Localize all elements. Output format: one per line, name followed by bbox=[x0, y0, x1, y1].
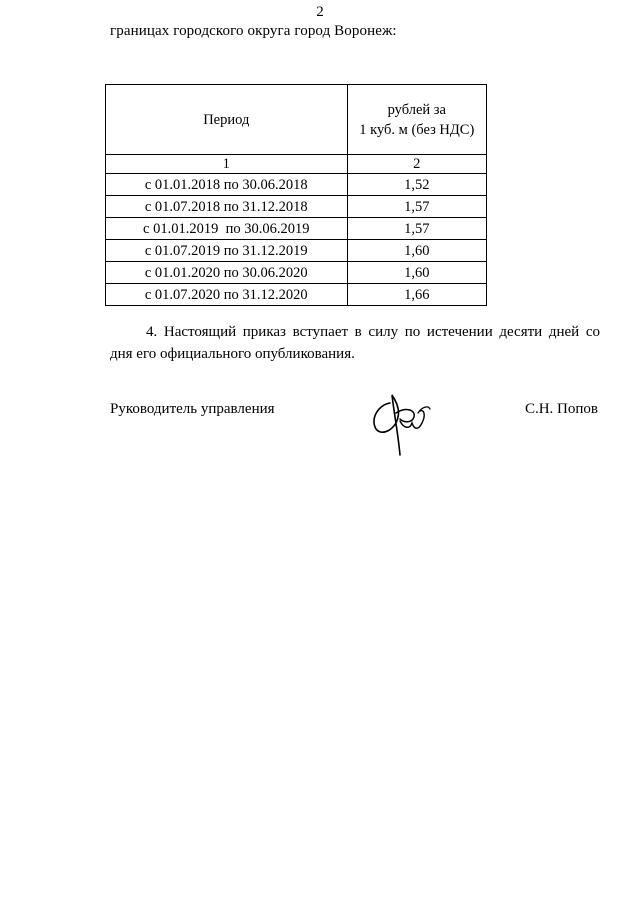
table-row bbox=[106, 218, 487, 240]
period-cell: с 01.01.2018 по 30.06.2018 bbox=[106, 174, 348, 196]
effective-date-paragraph bbox=[110, 321, 600, 365]
signature-block bbox=[110, 401, 600, 471]
table-row bbox=[106, 284, 487, 306]
table-row bbox=[106, 174, 487, 196]
period-cell: с 01.01.2020 по 30.06.2020 bbox=[106, 262, 348, 284]
tariff-table bbox=[105, 84, 487, 306]
paragraph-line-1: 4. Настоящий приказ вступает в силу по истечении десяти дней со bbox=[146, 324, 600, 340]
price-header-line-2: 1 куб. м (без НДС) bbox=[359, 121, 475, 138]
table-row bbox=[106, 196, 487, 218]
period-cell: с 01.07.2019 по 31.12.2019 bbox=[106, 240, 348, 262]
signer-name: С.Н. Попов bbox=[524, 401, 598, 417]
period-cell: с 01.07.2018 по 31.12.2018 bbox=[106, 196, 348, 218]
price-cell: 1,60 bbox=[347, 240, 486, 262]
price-cell: 1,60 bbox=[347, 262, 486, 284]
table-row bbox=[106, 240, 487, 262]
period-column-header: Период bbox=[106, 85, 348, 155]
price-header-line-1: рублей за bbox=[387, 101, 446, 118]
handwritten-signature-icon bbox=[360, 383, 440, 463]
column-number-row bbox=[106, 155, 487, 174]
table-row bbox=[106, 262, 487, 284]
intro-text: границах городского округа город Воронеж: bbox=[110, 23, 397, 39]
price-column-header bbox=[347, 85, 486, 155]
period-cell: с 01.01.2019 по 30.06.2019 bbox=[106, 218, 348, 240]
paragraph-line-2: дня его официального опубликования. bbox=[110, 346, 355, 362]
period-cell: с 01.07.2020 по 31.12.2020 bbox=[106, 284, 348, 306]
signer-title: Руководитель управления bbox=[110, 401, 275, 417]
column-number-1: 1 bbox=[106, 155, 348, 174]
column-number-2: 2 bbox=[347, 155, 486, 174]
price-cell: 1,57 bbox=[347, 218, 486, 240]
table-header-row bbox=[106, 85, 487, 155]
page-number: 2 bbox=[316, 4, 324, 20]
price-cell: 1,52 bbox=[347, 174, 486, 196]
price-cell: 1,66 bbox=[347, 284, 486, 306]
price-cell: 1,57 bbox=[347, 196, 486, 218]
